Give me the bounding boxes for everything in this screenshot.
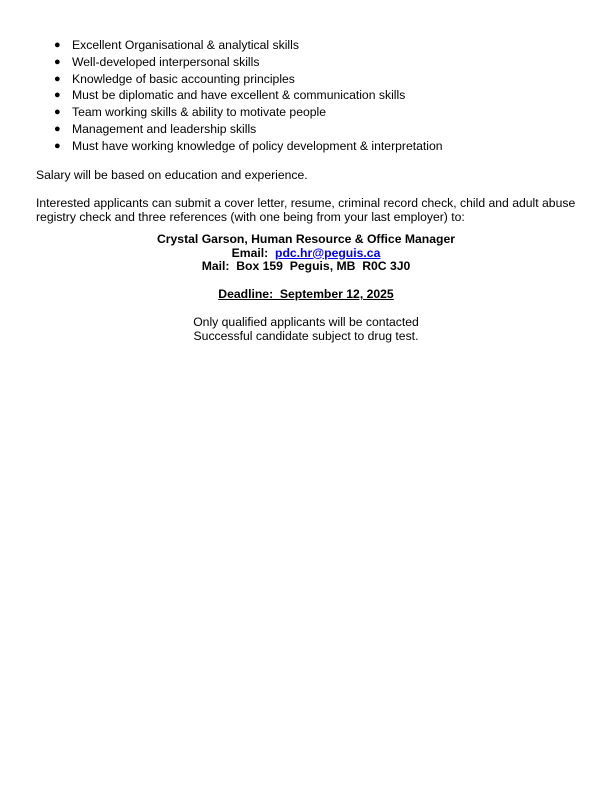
bullet-icon: ● xyxy=(54,139,61,152)
bullet-icon: ● xyxy=(54,106,61,119)
skill-text: Management and leadership skills xyxy=(72,121,257,136)
skill-text: Well-developed interpersonal skills xyxy=(72,54,260,69)
list-item xyxy=(36,37,576,54)
skills-list xyxy=(36,37,576,155)
skill-text: Must be diplomatic and have excellent & communication skills xyxy=(72,88,406,103)
contact-name: Crystal Garson, Human Resource & Office Manager xyxy=(156,232,455,246)
skill-text: Team working skills & ability to motivate people xyxy=(72,105,327,120)
list-item xyxy=(36,121,576,138)
application-paragraph: Interested applicants can submit a cover letter, resume, criminal record check, child and adult abuse registry check and three references (with one being from your last employer) to: xyxy=(36,196,576,224)
closing-line: Only qualified applicants will be contacted xyxy=(193,315,419,329)
bullet-icon: ● xyxy=(54,39,61,51)
deadline: Deadline: September 12, 2025 xyxy=(218,287,394,301)
bullet-icon: ● xyxy=(54,89,61,102)
skill-text: Must have working knowledge of policy development & interpretation xyxy=(72,138,443,153)
list-item xyxy=(36,71,576,88)
list-item xyxy=(36,138,576,155)
contact-block xyxy=(36,233,576,274)
email-label: Email: xyxy=(231,245,275,260)
list-item xyxy=(36,54,576,71)
contact-email-line xyxy=(36,247,576,261)
skill-text: Excellent Organisational & analytical skills xyxy=(72,38,299,52)
salary-paragraph: Salary will be based on education and experience. xyxy=(36,168,308,182)
list-item xyxy=(36,104,576,121)
closing-notes xyxy=(36,316,576,343)
bullet-icon: ● xyxy=(54,72,61,85)
skill-text: Knowledge of basic accounting principles xyxy=(72,71,295,86)
list-item xyxy=(36,87,576,104)
bullet-icon: ● xyxy=(54,55,61,68)
contact-mail: Mail: Box 159 Peguis, MB R0C 3J0 xyxy=(201,259,411,274)
closing-line: Successful candidate subject to drug test. xyxy=(193,328,419,343)
bullet-icon: ● xyxy=(54,122,61,135)
email-link[interactable]: pdc.hr@peguis.ca xyxy=(275,245,381,260)
